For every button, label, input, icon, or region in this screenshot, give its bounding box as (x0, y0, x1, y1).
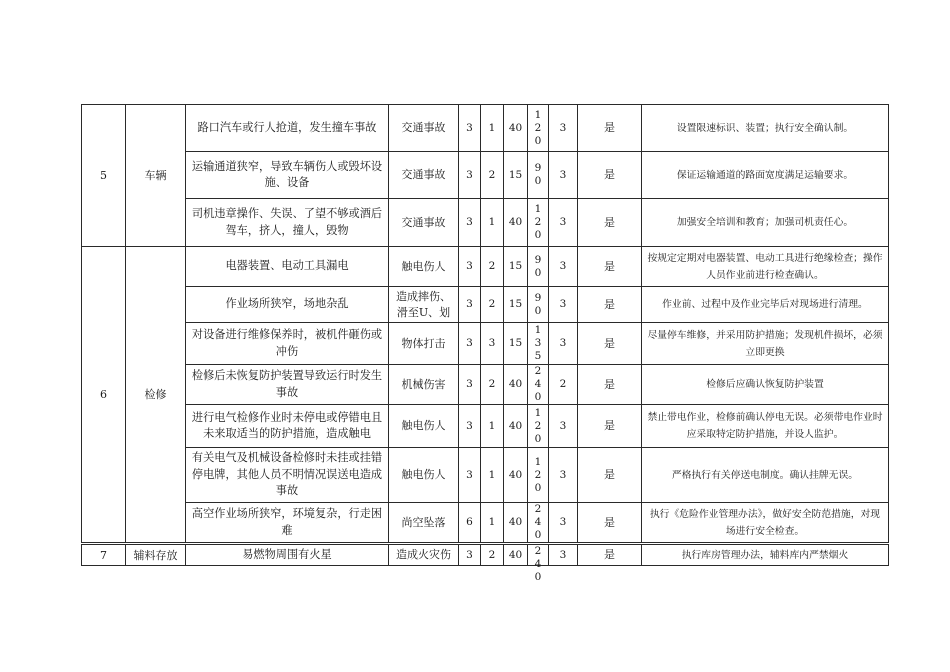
e-value: 2 (481, 365, 504, 405)
significant-risk-flag: 是 (578, 105, 642, 152)
item-number: 7 (82, 544, 126, 566)
e-value: 1 (481, 448, 504, 503)
control-measures: 检修后应确认恢复防护装置 (642, 365, 889, 405)
e-value: 1 (481, 503, 504, 544)
e-value: 2 (481, 287, 504, 323)
l-value: 3 (459, 105, 481, 152)
control-measures: 执行《危险作业管理办法》，做好安全防范措施，对现场进行安全检查。 (642, 503, 889, 544)
control-measures: 严格执行有关停送电制度。确认挂牌无误。 (642, 448, 889, 503)
risk-level: 3 (549, 199, 578, 247)
table-row (82, 323, 889, 365)
e-value: 1 (481, 199, 504, 247)
significant-risk-flag: 是 (578, 323, 642, 365)
d-value: 240 (528, 503, 549, 544)
hazard-description: 有关电气及机械设备检修时未挂或挂错停电牌，其他人员不明情况误送电造成事故 (186, 448, 389, 503)
l-value: 3 (459, 199, 481, 247)
accident-type: 触电伤人 (389, 448, 459, 503)
risk-level: 3 (549, 405, 578, 448)
accident-type: 交通事故 (389, 199, 459, 247)
item-number: 6 (82, 247, 126, 544)
control-measures: 设置限速标识、装置；执行安全确认制。 (642, 105, 889, 152)
table-row (82, 152, 889, 199)
e-value: 1 (481, 105, 504, 152)
hazard-assessment-table (81, 104, 889, 583)
item-category: 车辆 (126, 105, 186, 247)
d-value (528, 544, 549, 583)
accident-type: 尚空坠落 (389, 503, 459, 544)
table-row (82, 448, 889, 503)
significant-risk-flag: 是 (578, 544, 642, 566)
control-measures: 禁止带电作业，检修前确认停电无误。必须带电作业时应采取特定防护措施，并设人监护。 (642, 405, 889, 448)
item-number: 5 (82, 105, 126, 247)
table-row (82, 105, 889, 152)
accident-type: 交通事故 (389, 152, 459, 199)
risk-level: 3 (549, 323, 578, 365)
accident-type: 机械伤害 (389, 365, 459, 405)
hazard-description: 易燃物周围有火星 (186, 544, 389, 566)
l-value: 6 (459, 503, 481, 544)
risk-level: 3 (549, 247, 578, 287)
accident-type: 物体打击 (389, 323, 459, 365)
c-value: 15 (504, 247, 528, 287)
l-value: 3 (459, 247, 481, 287)
hazard-description: 高空作业场所狭窄，环境复杂，行走困难 (186, 503, 389, 544)
significant-risk-flag: 是 (578, 503, 642, 544)
table-row (82, 503, 889, 544)
c-value: 40 (504, 503, 528, 544)
risk-level: 3 (549, 105, 578, 152)
control-measures: 保证运输通道的路面宽度满足运输要求。 (642, 152, 889, 199)
l-value: 3 (459, 152, 481, 199)
item-category: 辅料存放 (126, 544, 186, 566)
e-value: 2 (481, 247, 504, 287)
significant-risk-flag: 是 (578, 365, 642, 405)
hazard-description: 进行电气检修作业时未停电或停错电且未来取适当的防护措施，造成触电 (186, 405, 389, 448)
hazard-description: 作业场所狭窄，场地杂乱 (186, 287, 389, 323)
c-value: 15 (504, 152, 528, 199)
d-value: 135 (528, 323, 549, 365)
hazard-description: 司机违章操作、失误、了望不够或酒后驾车，挤人，撞人，毁物 (186, 199, 389, 247)
significant-risk-flag: 是 (578, 152, 642, 199)
l-value: 3 (459, 287, 481, 323)
d-value: 90 (528, 152, 549, 199)
table-row (82, 199, 889, 247)
hazard-description: 电器装置、电动工具漏电 (186, 247, 389, 287)
d-value: 120 (528, 448, 549, 503)
accident-type: 造成火灾伤 (389, 544, 459, 566)
significant-risk-flag: 是 (578, 448, 642, 503)
table-row (82, 365, 889, 405)
control-measures: 执行库房管理办法，辅料库内严禁烟火 (642, 544, 889, 566)
c-value: 40 (504, 544, 528, 566)
c-value: 40 (504, 448, 528, 503)
d-value: 90 (528, 287, 549, 323)
d-value: 120 (528, 105, 549, 152)
risk-level: 2 (549, 365, 578, 405)
table-row (82, 247, 889, 287)
e-value: 3 (481, 323, 504, 365)
c-value: 40 (504, 199, 528, 247)
accident-type: 交通事故 (389, 105, 459, 152)
significant-risk-flag: 是 (578, 199, 642, 247)
d-value: 120 (528, 199, 549, 247)
d-value-text: 240 (534, 545, 542, 583)
risk-level: 3 (549, 152, 578, 199)
accident-type: 触电伤人 (389, 247, 459, 287)
e-value: 1 (481, 405, 504, 448)
e-value: 2 (481, 152, 504, 199)
d-value: 90 (528, 247, 549, 287)
control-measures: 按规定定期对电器装置、电动工具进行绝缘检查；操作人员作业前进行检查确认。 (642, 247, 889, 287)
control-measures: 作业前、过程中及作业完毕后对现场进行清理。 (642, 287, 889, 323)
significant-risk-flag: 是 (578, 405, 642, 448)
control-measures: 尽量停车维修，并采用防护措施；发现机件损坏，必须立即更换 (642, 323, 889, 365)
hazard-description: 路口汽车或行人抢道，发生撞车事故 (186, 105, 389, 152)
l-value: 3 (459, 365, 481, 405)
control-measures: 加强安全培训和教育；加强司机责任心。 (642, 199, 889, 247)
item-category: 检修 (126, 247, 186, 544)
e-value: 2 (481, 544, 504, 566)
hazard-description: 对设备进行维修保养时，被机件砸伤或冲伤 (186, 323, 389, 365)
risk-level: 3 (549, 503, 578, 544)
l-value: 3 (459, 405, 481, 448)
l-value: 3 (459, 323, 481, 365)
c-value: 40 (504, 105, 528, 152)
risk-level: 3 (549, 448, 578, 503)
table-row (82, 405, 889, 448)
d-value: 120 (528, 405, 549, 448)
c-value: 15 (504, 323, 528, 365)
accident-type: 造成摔伤、滑至U、划 (389, 287, 459, 323)
accident-type: 触电伤人 (389, 405, 459, 448)
l-value: 3 (459, 544, 481, 566)
hazard-description: 运输通道狭窄，导致车辆伤人或毁坏设施、设备 (186, 152, 389, 199)
significant-risk-flag: 是 (578, 247, 642, 287)
c-value: 15 (504, 287, 528, 323)
risk-level: 3 (549, 544, 578, 566)
table-row (82, 544, 889, 566)
d-value: 240 (528, 365, 549, 405)
l-value: 3 (459, 448, 481, 503)
risk-level: 3 (549, 287, 578, 323)
hazard-description: 检修后未恢复防护装置导致运行时发生事故 (186, 365, 389, 405)
c-value: 40 (504, 365, 528, 405)
c-value: 40 (504, 405, 528, 448)
table-row (82, 287, 889, 323)
significant-risk-flag: 是 (578, 287, 642, 323)
